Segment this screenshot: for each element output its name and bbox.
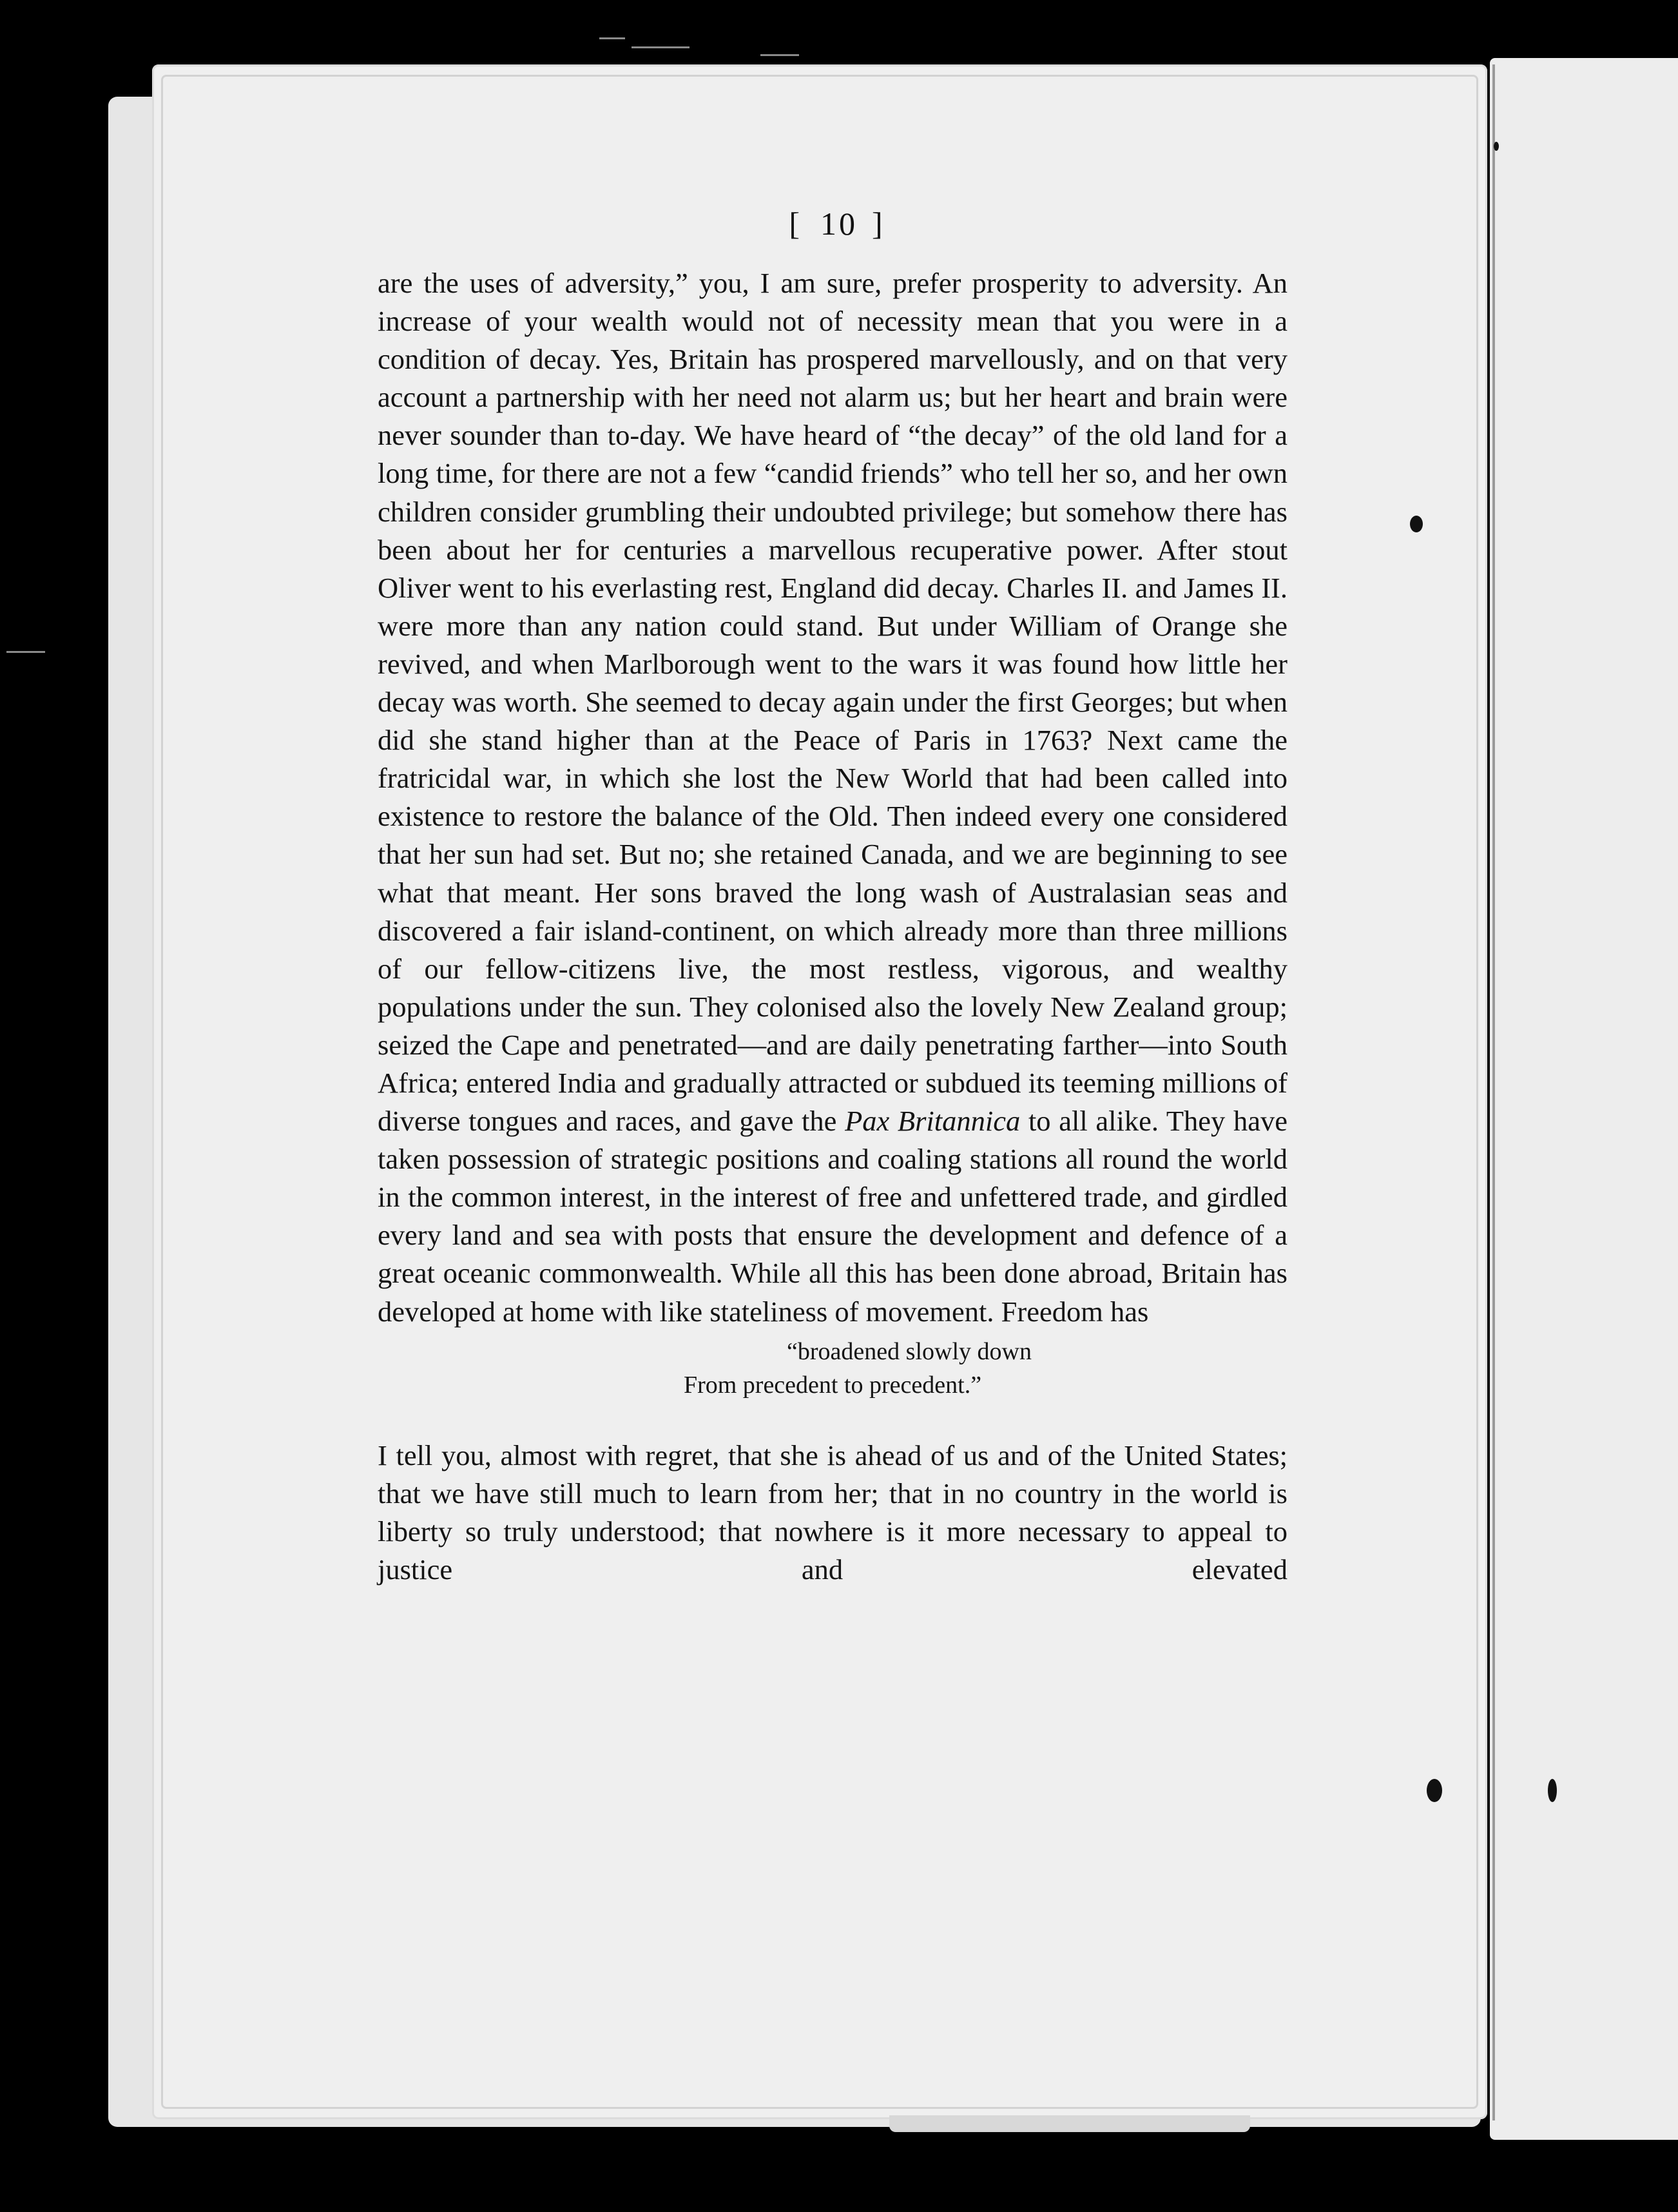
folio-bracket-close: ] — [872, 206, 889, 242]
page-bottom-edge — [889, 2115, 1250, 2132]
page-number: 10 — [820, 206, 858, 242]
margin-speck — [1494, 142, 1499, 151]
scan-mark — [760, 54, 799, 56]
margin-speck — [1548, 1779, 1557, 1802]
block-quote — [378, 1331, 1287, 1437]
paragraph: I tell you, almost with regret, that she is ahead of us and of the United States; that we have still much to learn from her; that in no country in the world is liberty so truly understood; that nowhere is it more necessary to appeal to justice and elevated — [378, 1439, 1287, 1586]
paragraph — [378, 264, 1287, 1331]
margin-speck — [1410, 516, 1423, 532]
paragraph-text: are the uses of adversity,” you, I am sure, prefer prosperity to adversity. An increase of your wealth would not of necessity mean that you were in a condition of decay. Yes, Britain has prospered marvellously, and on that very account a partnership with her need not alarm us; but her heart and brain were never sounder than to-day. We have heard of “the decay” of the old land for a long time, for there are not a few “candid friends” who tell her so, and her own children consider grumbling their undoubted privilege; but somehow there has been about her for centuries a marvellous recuperative power. After stout Oliver went to his everlasting rest, England did decay. Charles II. and James II. were more than any nation could stand. But under William of Orange she revived, and when Marlborough went to the wars it was found how little her decay was worth. She seemed to decay again under the first Georges; but when did she stand higher than at the Peace of Paris in 1763? Next came the fratricidal war, in which she lost the New World that had been called into existence to restore the balance of the Old. Then indeed every one considered that her sun had set. But no; she retained Canada, and we are beginning to see what that meant. Her sons braved the long wash of Australasian seas and discovered a fair island-continent, on which already more than three millions of our fellow-citizens live, the most restless, vigorous, and wealthy populations under the sun. They colonised also the lovely New Zealand group; seized the Cape and penetrated—and are daily penetrating farther—into South Africa; entered India and gradually attracted or subdued its teeming millions of diverse tongues and races, and gave the — [378, 267, 1287, 1138]
folio-bracket-open: [ — [789, 206, 806, 242]
quote-line: “broadened slowly down — [787, 1337, 1032, 1365]
scan-mark — [632, 46, 690, 48]
margin-speck — [1427, 1779, 1442, 1802]
page-number-header — [0, 205, 1678, 242]
italic-phrase: Pax Britannica — [845, 1105, 1021, 1138]
paragraph-text: to all alike. They have taken possession of strategic positions and coaling stations all round the world in the common interest, in the interest of free and unfettered trade, and girdled every land and sea with posts that ensure the development and defence of a great oceanic commonwealth. While all this has been done abroad, Britain has developed at home with like stateliness of movement. Freedom has — [378, 1105, 1287, 1328]
page-gutter — [1492, 64, 1495, 2120]
scan-mark — [599, 37, 625, 39]
facing-page-edge — [1490, 58, 1678, 2140]
quote-line: From precedent to precedent.” — [683, 1371, 982, 1399]
scan-mark — [6, 651, 45, 653]
body-text — [378, 264, 1287, 1589]
